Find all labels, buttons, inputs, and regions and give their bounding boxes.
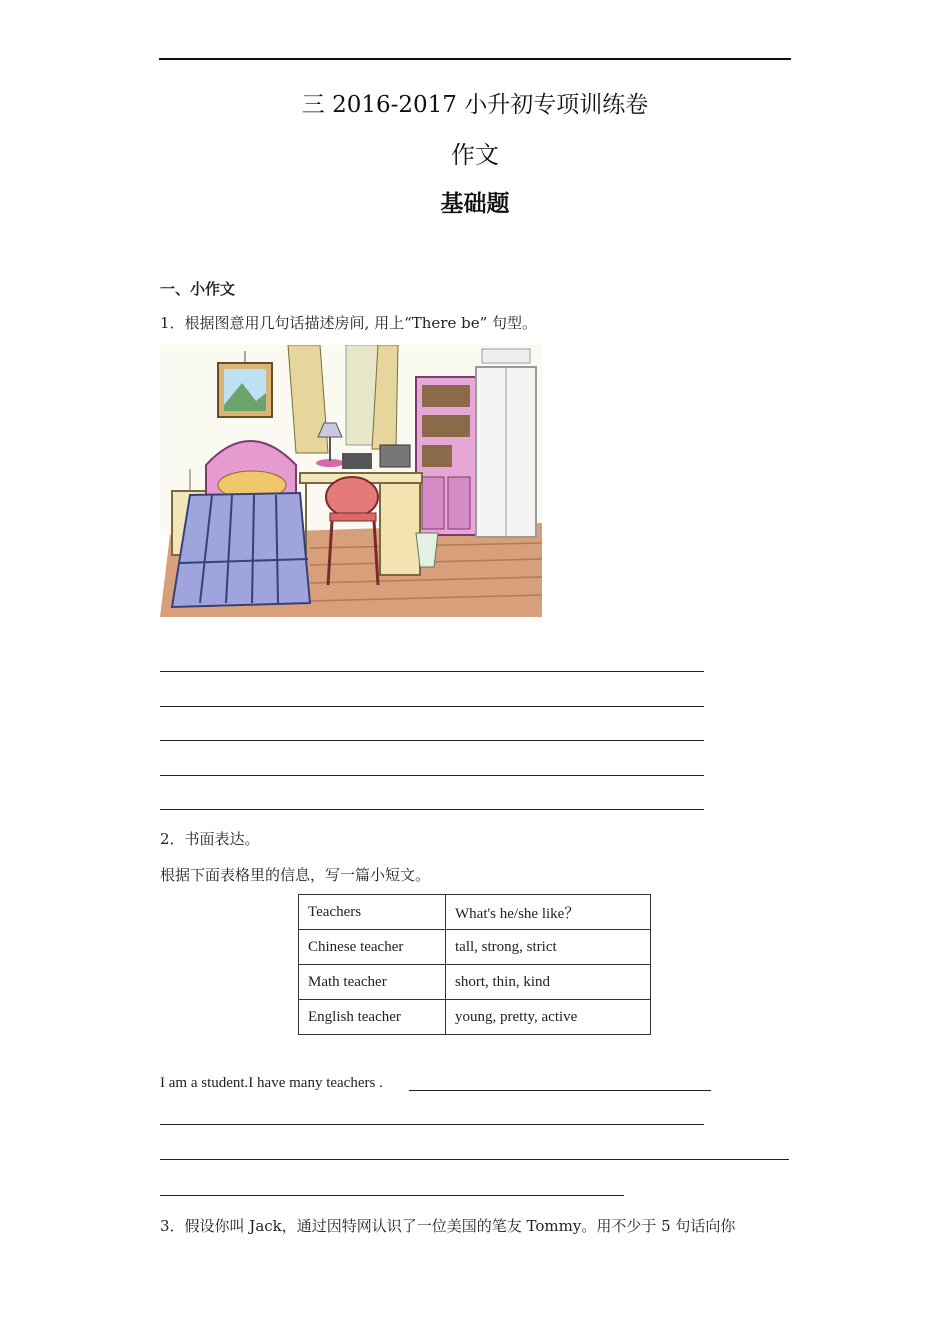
answer-line[interactable] (160, 706, 704, 707)
teachers-table (298, 894, 651, 1035)
question-2-title: 2．书面表达。 (160, 830, 260, 848)
answer-line[interactable] (160, 671, 704, 672)
table-cell: Math teacher (299, 965, 446, 1000)
table-row (299, 930, 651, 965)
answer-line[interactable] (160, 1195, 624, 1196)
table-cell: young, pretty, active (446, 1000, 651, 1035)
table-row (299, 1000, 651, 1035)
page-title: 三 2016-2017 小升初专项训练卷 (301, 92, 649, 118)
table-header-row (299, 895, 651, 930)
header-rule (159, 58, 791, 60)
answer-line[interactable] (160, 1159, 789, 1160)
table-header-cell: What's he/she like？ (446, 895, 651, 930)
answer-line[interactable] (160, 775, 704, 776)
subject-title: 作文 (451, 141, 499, 169)
question-2-instruction: 根据下面表格里的信息，写一篇小短文。 (160, 866, 431, 884)
table-cell: English teacher (299, 1000, 446, 1035)
answer-line[interactable] (160, 809, 704, 810)
table-cell: tall, strong, strict (446, 930, 651, 965)
answer-line[interactable] (160, 740, 704, 741)
essay-starter: I am a student.I have many teachers . (160, 1075, 383, 1091)
answer-line[interactable] (160, 1124, 704, 1125)
answer-line[interactable] (409, 1090, 711, 1091)
question-1-prompt: 1．根据图意用几句话描述房间, 用上“There be” 句型。 (160, 314, 538, 332)
table-cell: Chinese teacher (299, 930, 446, 965)
level-title: 基础题 (440, 190, 510, 217)
section-heading: 一、小作文 (160, 280, 236, 298)
question-3-prompt: 3．假设你叫 Jack，通过因特网认识了一位美国的笔友 Tommy。用不少于 5 句话向你 (160, 1217, 736, 1235)
table-cell: short, thin, kind (446, 965, 651, 1000)
table-row (299, 965, 651, 1000)
table-header-cell: Teachers (299, 895, 446, 930)
bedroom-illustration (160, 345, 542, 627)
